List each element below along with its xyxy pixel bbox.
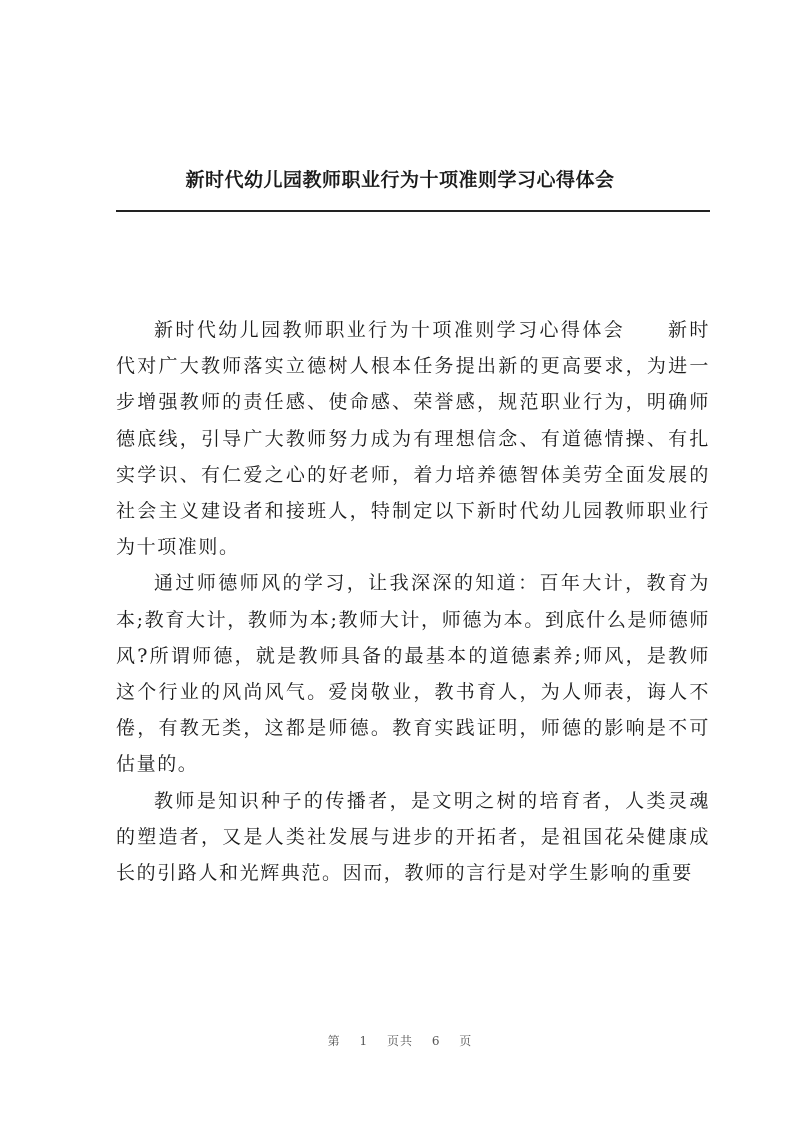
title-divider [116,210,710,212]
body-paragraph: 新时代幼儿园教师职业行为十项准则学习心得体会 新时代对广大教师落实立德树人根本任务提出新的更高要求，为进一步增强教师的责任感、使命感、荣誉感，规范职业行为，明确师德底线，引导广大教师努力成为有理想信念、有道德情操、有扎实学识、有仁爱之心的好老师，着力培养德智体美劳全面发展的社会主义建设者和接班人，特制定以下新时代幼儿园教师职业行为十项准则。 [116,319,710,559]
body-paragraph: 通过师德师风的学习，让我深深的知道：百年大计，教育为本;教育大计，教师为本;教师大计，师德为本。到底什么是师德师风?所谓师德，就是教师具备的最基本的道德素养;师风，是教师这个行业的风尚风气。爱岗敬业，教书育人，为人师表，诲人不倦，有教无类，这都是师德。教育实践证明，师德的影响是不可估量的。 [116,572,710,776]
document-body [116,312,710,891]
footer-middle: 页共 [386,1034,413,1048]
footer-prefix: 第 [327,1034,341,1048]
document-title: 新时代幼儿园教师职业行为十项准则学习心得体会 [185,169,615,191]
footer-suffix: 页 [459,1034,473,1048]
footer-current-page: 1 [359,1034,369,1048]
body-paragraph: 教师是知识种子的传播者，是文明之树的培育者，人类灵魂的塑造者，又是人类社发展与进步的开拓者，是祖国花朵健康成长的引路人和光辉典范。因而，教师的言行是对学生影响的重要 [116,789,710,885]
footer-total-pages: 6 [431,1034,441,1048]
page-footer [0,1032,800,1049]
